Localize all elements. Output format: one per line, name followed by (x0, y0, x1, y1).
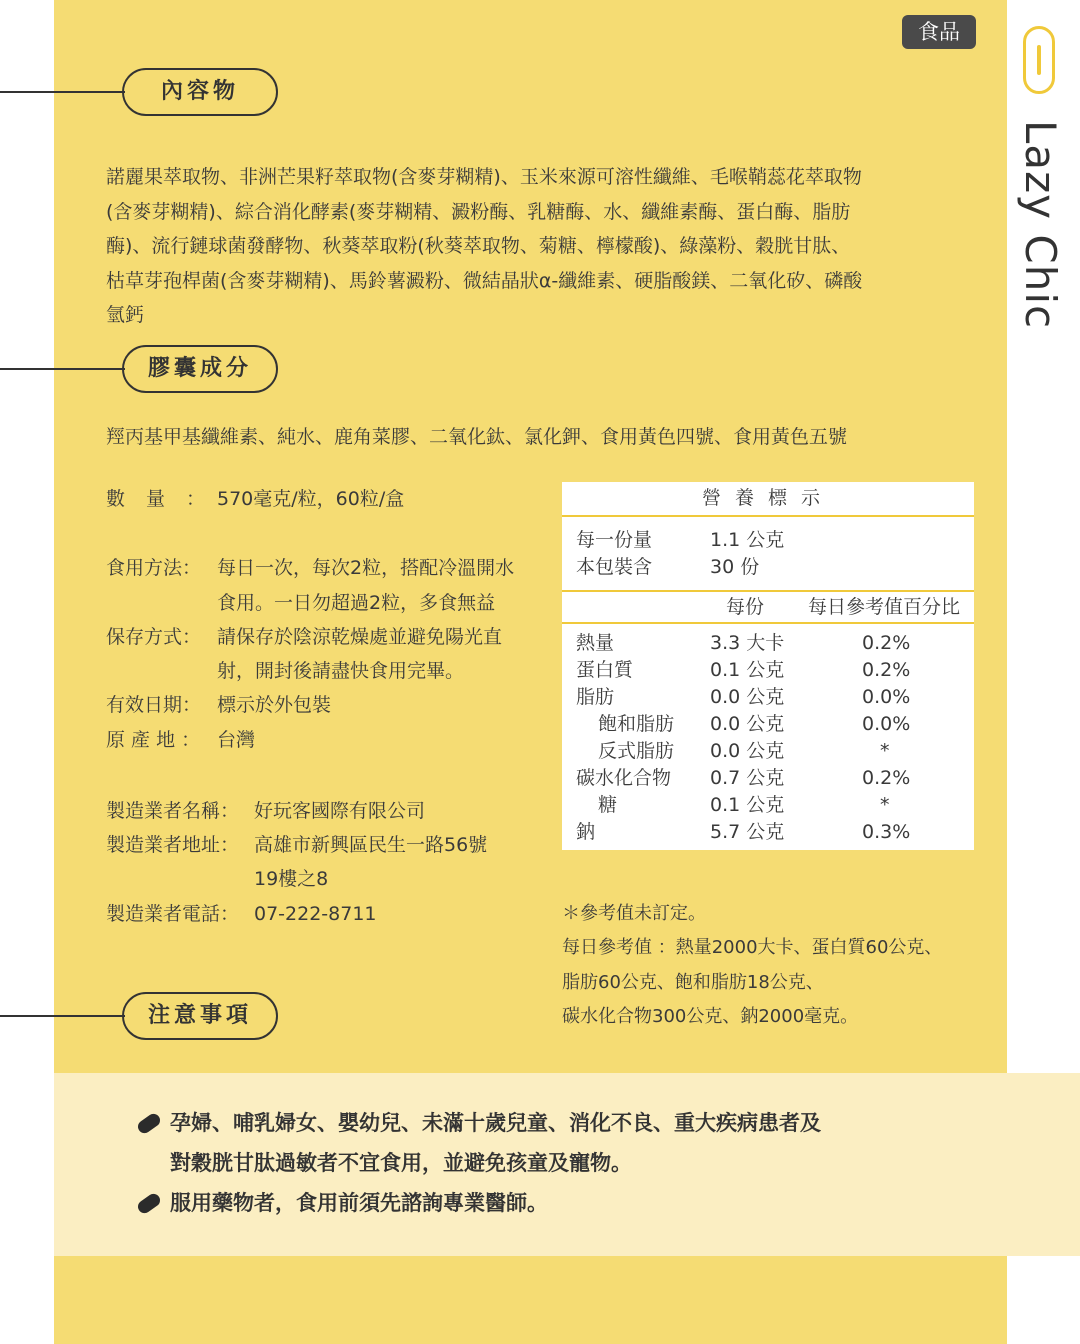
expiry-label: 有效日期： (106, 694, 202, 716)
nutrient-daily-pct: * (880, 794, 890, 816)
nutrient-per-serving: 5.7 公克 (710, 821, 785, 843)
storage-value: 請保存於陰涼乾燥處並避免陽光直 (217, 626, 503, 648)
nutrient-daily-pct: 0.2% (862, 659, 911, 681)
nutrient-per-serving: 0.1 公克 (710, 794, 785, 816)
nutrient-daily-pct: 0.2% (862, 767, 911, 789)
nutrient-name: 鈉 (576, 821, 596, 843)
quantity-value: 570毫克/粒，60粒/盒 (217, 488, 405, 510)
expiry-value: 標示於外包裝 (217, 694, 332, 716)
section-title-cautions: 注意事項 (122, 992, 278, 1040)
nutrient-daily-pct: 0.0% (862, 686, 911, 708)
quantity-label: 數 量 ： (106, 488, 207, 510)
storage-label: 保存方式： (106, 626, 202, 648)
nutrition-table (562, 482, 974, 850)
nutrient-name: 飽和脂肪 (598, 713, 675, 735)
section-line (0, 1015, 125, 1017)
daily-reference-line: 碳水化合物300公克、鈉2000毫克。 (562, 1006, 859, 1027)
maker-name-value: 好玩客國際有限公司 (254, 800, 426, 822)
daily-reference-line: 脂肪60公克、飽和脂肪18公克、 (562, 972, 824, 993)
ingredients-line: 氫鈣 (106, 304, 145, 326)
daily-reference-line: 每日參考值 ：熱量2000大卡、蛋白質60公克、 (562, 937, 943, 958)
reference-note: ＊參考值未訂定。 (562, 903, 706, 924)
nutrient-name: 蛋白質 (576, 659, 634, 681)
nutrient-per-serving: 0.7 公克 (710, 767, 785, 789)
maker-address-label: 製造業者地址： (106, 834, 240, 856)
serving-size-label: 每一份量 (576, 529, 653, 551)
col-header-daily-pct: 每日參考值百分比 (808, 596, 961, 618)
maker-phone-value: 07-222-8711 (254, 903, 377, 925)
table-divider (562, 622, 974, 624)
nutrient-per-serving: 0.0 公克 (710, 740, 785, 762)
nutrient-daily-pct: 0.0% (862, 713, 911, 735)
origin-value: 台灣 (217, 729, 256, 751)
nutrition-title: 營養標示 (562, 482, 974, 517)
nutrient-per-serving: 3.3 大卡 (710, 632, 785, 654)
section-title-capsule: 膠囊成分 (122, 345, 278, 393)
usage-value: 每日一次，每次2粒，搭配冷溫開水 (217, 557, 515, 579)
section-line (0, 91, 125, 93)
brand-name: Lazy Chic (1016, 120, 1065, 330)
origin-label: 原 產 地 ： (106, 729, 201, 751)
maker-address-value: 高雄市新興區民生一路56號 (254, 834, 488, 856)
caution-item: 服用藥物者，食用前須先諮詢專業醫師。 (170, 1191, 548, 1215)
nutrient-per-serving: 0.1 公克 (710, 659, 785, 681)
maker-address-value: 19樓之8 (254, 868, 329, 890)
nutrient-daily-pct: 0.2% (862, 632, 911, 654)
nutrient-name: 脂肪 (576, 686, 615, 708)
nutrient-per-serving: 0.0 公克 (710, 713, 785, 735)
servings-label: 本包裝含 (576, 556, 653, 578)
ingredients-line: 諾麗果萃取物、非洲芒果籽萃取物(含麥芽糊精)、玉米來源可溶性纖維、毛喉鞘蕊花萃取物 (106, 166, 862, 188)
nutrient-daily-pct: * (880, 740, 890, 762)
nutrient-per-serving: 0.0 公克 (710, 686, 785, 708)
ingredients-text (106, 160, 966, 333)
maker-phone-label: 製造業者電話： (106, 903, 240, 925)
section-title-contents: 內容物 (122, 68, 278, 116)
col-header-per-serving: 每份 (726, 596, 765, 618)
table-divider (562, 590, 974, 592)
category-badge: 食品 (902, 15, 976, 49)
nutrient-name: 糖 (598, 794, 618, 816)
ingredients-line: (含麥芽糊精)、綜合消化酵素(麥芽糊精、澱粉酶、乳糖酶、水、纖維素酶、蛋白酶、脂肪 (106, 200, 851, 223)
ingredients-line: 酶)、流行鏈球菌發酵物、秋葵萃取粉(秋葵萃取物、菊糖、檸檬酸)、綠藻粉、穀胱甘肽、 (106, 235, 851, 257)
storage-value: 射，開封後請盡快食用完畢。 (217, 660, 465, 682)
caution-item: 孕婦、哺乳婦女、嬰幼兒、未滿十歲兒童、消化不良、重大疾病患者及 (170, 1111, 821, 1135)
usage-value: 食用。一日勿超過2粒，多食無益 (217, 592, 496, 614)
section-line (0, 368, 125, 370)
usage-label: 食用方法： (106, 557, 202, 579)
nutrient-daily-pct: 0.3% (862, 821, 911, 843)
ingredients-line: 枯草芽孢桿菌(含麥芽糊精)、馬鈴薯澱粉、微結晶狀α-纖維素、硬脂酸鎂、二氧化矽、磷酸 (106, 269, 863, 292)
maker-name-label: 製造業者名稱： (106, 800, 240, 822)
servings-value: 30 份 (710, 556, 760, 578)
nutrient-name: 反式脂肪 (598, 740, 675, 762)
nutrient-name: 熱量 (576, 632, 615, 654)
capsule-icon (1023, 26, 1055, 94)
serving-size-value: 1.1 公克 (710, 529, 785, 551)
caution-item: 對穀胱甘肽過敏者不宜食用，並避免孩童及寵物。 (170, 1151, 632, 1175)
capsule-ingredients: 羥丙基甲基纖維素、純水、鹿角菜膠、二氧化鈦、氯化鉀、食用黃色四號、食用黃色五號 (106, 426, 848, 448)
nutrient-name: 碳水化合物 (576, 767, 672, 789)
